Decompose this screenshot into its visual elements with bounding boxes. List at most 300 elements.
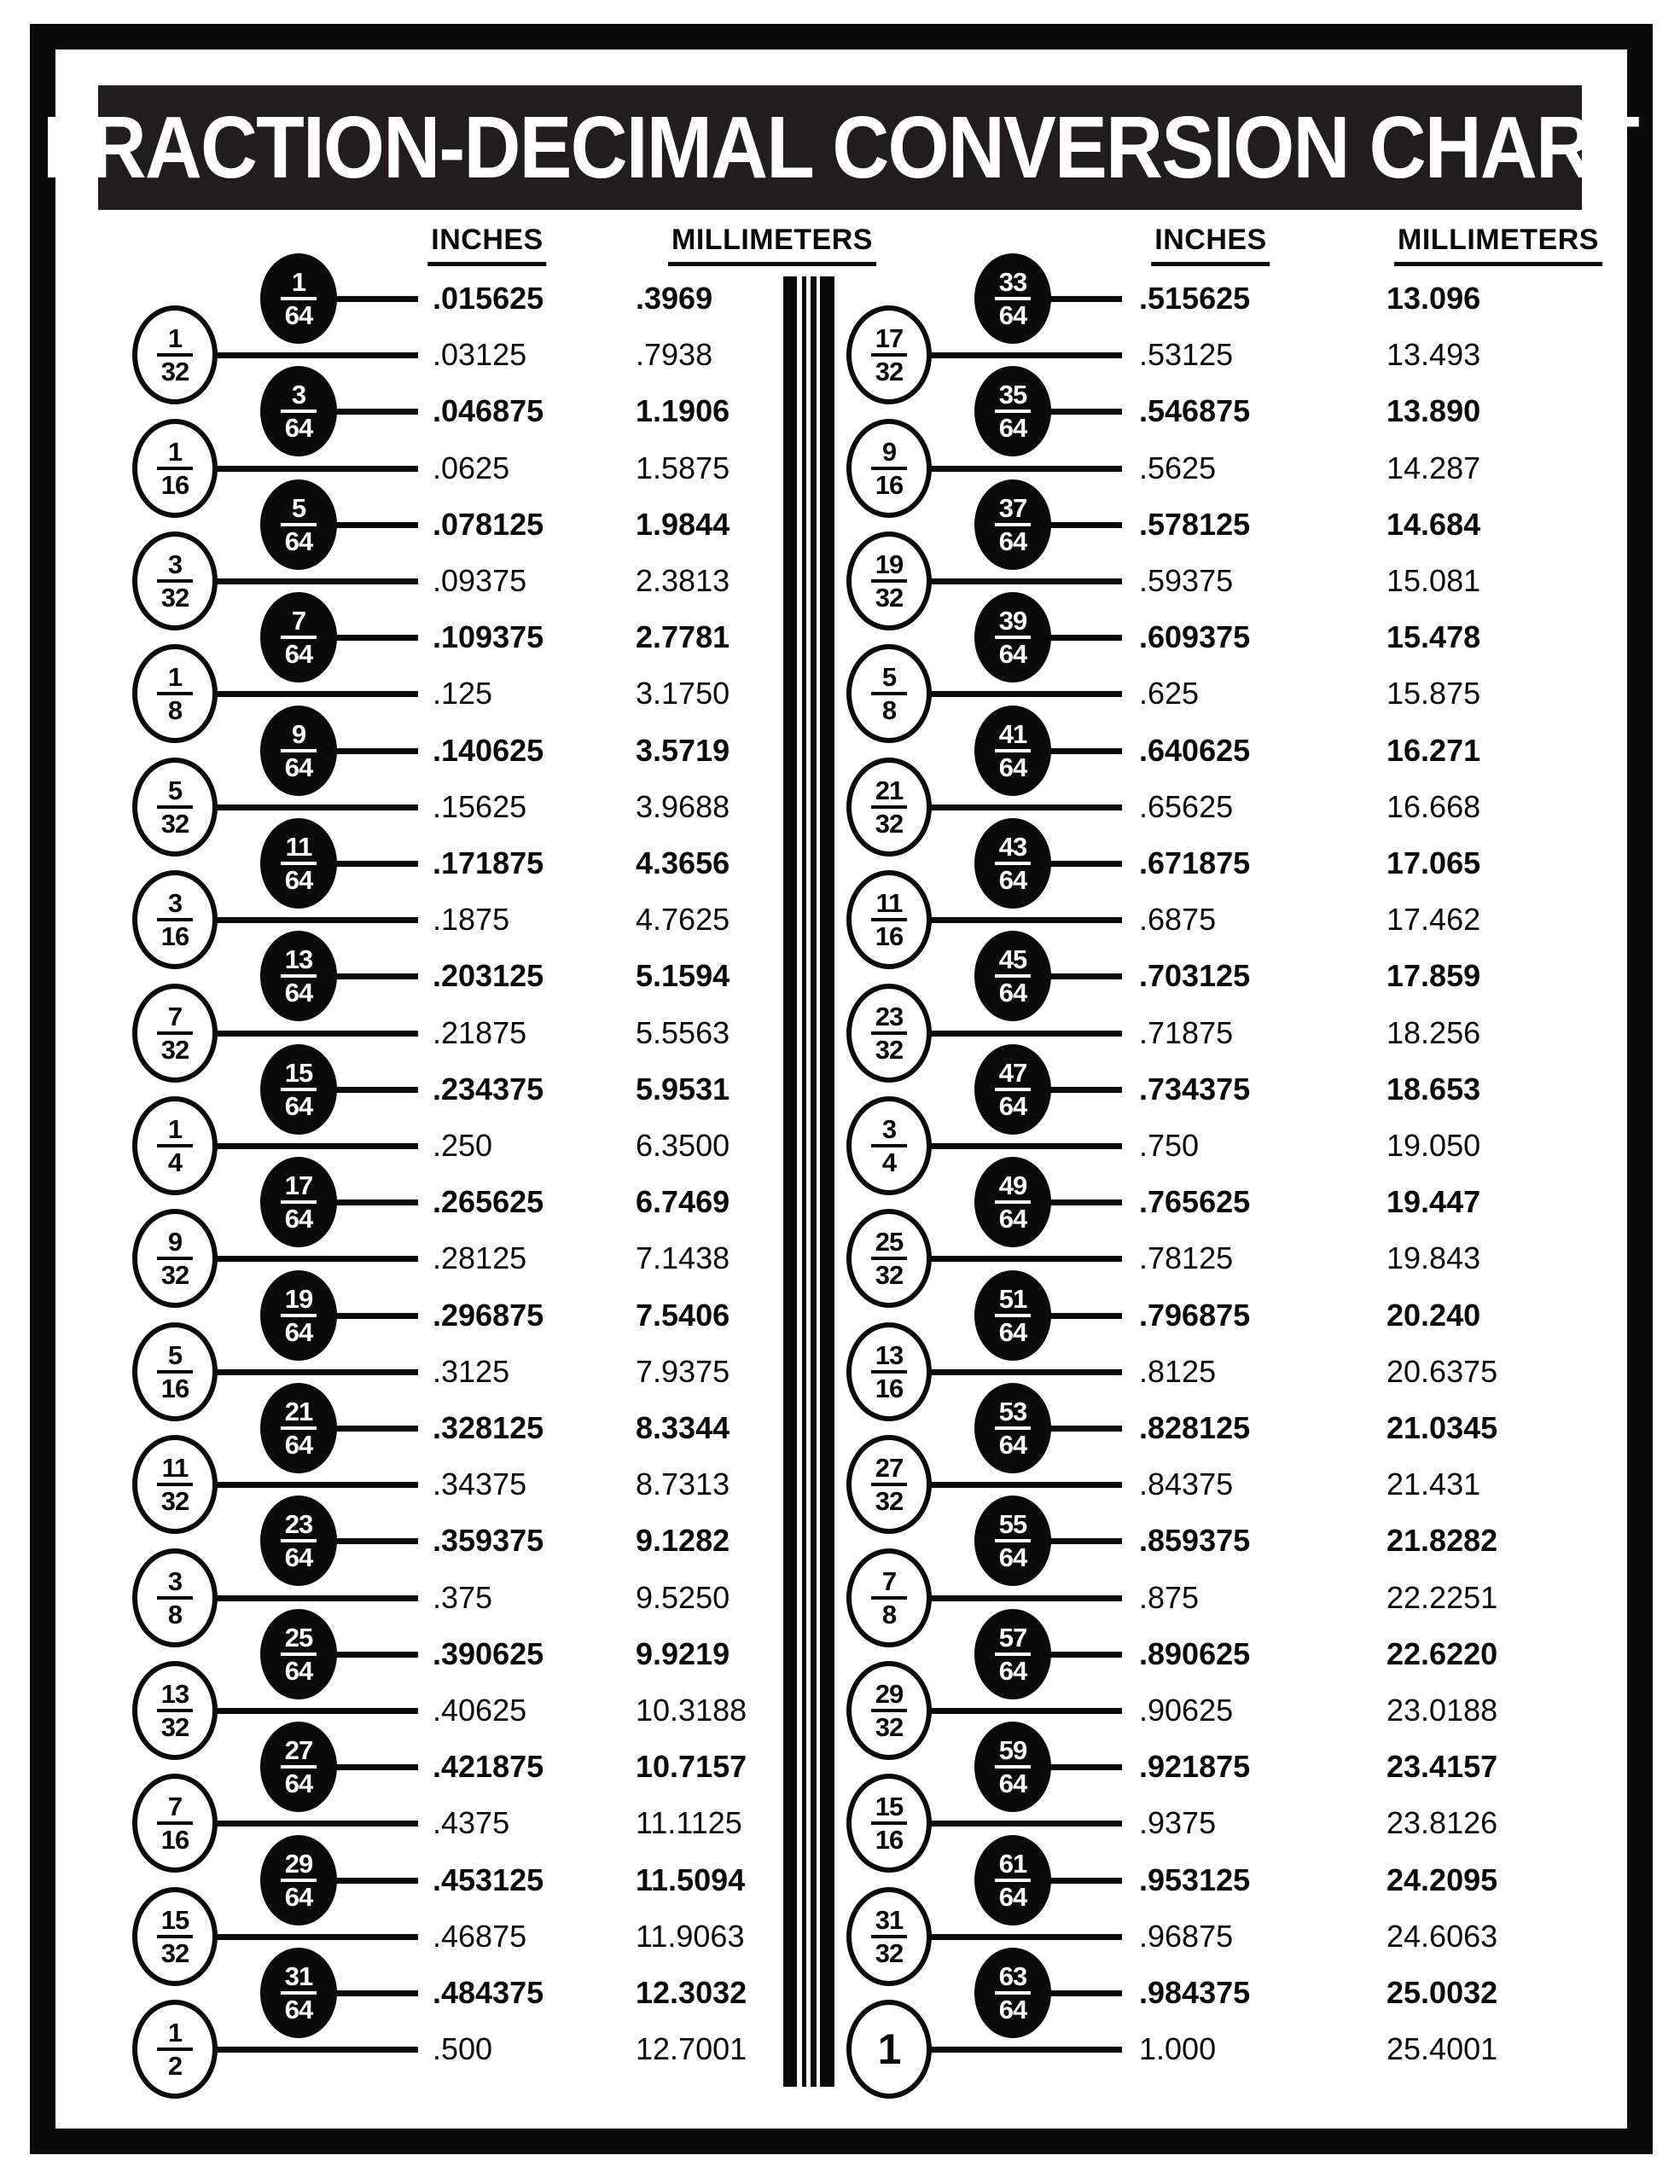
- fraction-numerator: 43: [998, 832, 1027, 862]
- fraction-numerator: 23: [875, 1001, 904, 1031]
- inches-value: .8125: [1139, 1353, 1217, 1389]
- fraction-numerator: 31: [284, 1961, 313, 1991]
- fraction-denominator: 64: [284, 1090, 313, 1121]
- millimeters-value: 11.9063: [636, 1918, 745, 1954]
- fraction-badge: [260, 931, 337, 1021]
- inches-value: .875: [1139, 1579, 1200, 1615]
- connector-line: [212, 1934, 418, 1940]
- fraction-denominator: 64: [998, 1881, 1027, 1912]
- millimeters-value: 4.7625: [636, 902, 730, 938]
- inches-value: .984375: [1139, 1975, 1251, 2010]
- inches-value: .09375: [433, 563, 527, 598]
- connector-line: [1046, 973, 1122, 979]
- millimeters-value: 15.478: [1386, 619, 1481, 655]
- fraction-numerator: 1: [167, 1114, 183, 1144]
- connector-line: [332, 1878, 418, 1884]
- inches-value: .265625: [433, 1184, 544, 1220]
- millimeters-value: 16.271: [1386, 732, 1481, 768]
- fraction-numerator: 3: [291, 380, 306, 410]
- left-millimeters-header: MILLIMETERS: [668, 224, 876, 266]
- millimeters-value: 7.1438: [636, 1240, 730, 1276]
- fraction-numerator: 41: [998, 718, 1027, 749]
- fraction-numerator: 33: [998, 267, 1027, 297]
- fraction-numerator: 55: [998, 1509, 1027, 1540]
- inches-value: .6875: [1139, 902, 1217, 938]
- inches-value: 1.000: [1139, 2031, 1217, 2067]
- fraction-bar: [281, 749, 317, 752]
- fraction-numerator: 5: [291, 492, 306, 523]
- millimeters-value: 1.1906: [636, 393, 730, 429]
- inches-value: .4375: [433, 1805, 510, 1841]
- inches-value: .484375: [433, 1975, 544, 2010]
- inches-value: .828125: [1139, 1410, 1251, 1445]
- fraction-denominator: 64: [284, 1655, 313, 1686]
- inches-value: .546875: [1139, 393, 1251, 429]
- connector-line: [332, 973, 418, 979]
- inches-value: .250: [433, 1128, 493, 1163]
- connector-line: [212, 2047, 418, 2053]
- fraction-denominator: 64: [998, 1995, 1027, 2024]
- fraction-bar: [995, 1879, 1031, 1882]
- fraction-denominator: 64: [998, 1090, 1027, 1121]
- fraction-denominator: 64: [998, 978, 1027, 1008]
- connector-line: [332, 1313, 418, 1319]
- inches-value: .59375: [1139, 563, 1234, 598]
- fraction-numerator: 21: [284, 1397, 313, 1426]
- millimeters-value: 13.493: [1386, 337, 1481, 373]
- connector-line: [1046, 1199, 1122, 1205]
- millimeters-value: 17.065: [1386, 845, 1481, 880]
- fraction-denominator: 64: [998, 300, 1027, 330]
- millimeters-value: 8.7313: [636, 1467, 730, 1502]
- fraction-numerator: 61: [998, 1848, 1027, 1879]
- fraction-denominator: 64: [284, 978, 313, 1008]
- fraction-numerator: 1: [167, 323, 183, 354]
- inches-value: .421875: [433, 1749, 544, 1785]
- fraction-numerator: 47: [998, 1057, 1027, 1088]
- connector-line: [927, 691, 1122, 697]
- connector-line: [332, 861, 418, 867]
- fraction-denominator: 32: [160, 357, 189, 387]
- fraction-denominator: 64: [284, 1204, 313, 1234]
- connector-line: [927, 1143, 1122, 1149]
- fraction-badge: [846, 1322, 932, 1421]
- connector-line: [927, 2047, 1122, 2053]
- millimeters-value: 17.859: [1386, 958, 1481, 994]
- inches-value: .953125: [1139, 1862, 1251, 1897]
- inches-value: .734375: [1139, 1071, 1251, 1107]
- millimeters-value: 23.0188: [1386, 1693, 1498, 1728]
- fraction-denominator: 64: [998, 1316, 1027, 1347]
- inches-value: .46875: [433, 1918, 527, 1954]
- fraction-badge: [260, 1383, 337, 1473]
- inches-value: .453125: [433, 1862, 544, 1897]
- connector-line: [1046, 1990, 1122, 1996]
- inches-value: .5625: [1139, 450, 1217, 485]
- millimeters-value: 3.1750: [636, 676, 730, 712]
- fraction-badge: [974, 1044, 1051, 1135]
- connector-line: [927, 917, 1122, 923]
- fraction-numerator: 5: [881, 662, 897, 693]
- fraction-badge: [260, 1609, 337, 1699]
- fraction-denominator: 32: [160, 1937, 189, 1968]
- fraction-denominator: 32: [160, 1260, 189, 1291]
- fraction-denominator: 8: [881, 1599, 897, 1629]
- inches-value: .359375: [433, 1523, 544, 1559]
- connector-line: [927, 578, 1122, 584]
- connector-line: [1046, 861, 1122, 867]
- millimeters-value: 6.7469: [636, 1184, 730, 1220]
- fraction-denominator: 8: [167, 1599, 183, 1629]
- fraction-denominator: 64: [284, 1995, 313, 2024]
- fraction-badge: [132, 1661, 218, 1760]
- fraction-denominator: 64: [998, 1769, 1027, 1799]
- fraction-denominator: 4: [881, 1147, 897, 1177]
- fraction-badge: [846, 305, 932, 404]
- inches-value: .21875: [433, 1014, 527, 1050]
- fraction-bar: [871, 1031, 907, 1035]
- fraction-badge: [260, 366, 337, 456]
- inches-value: .90625: [1139, 1693, 1234, 1728]
- fraction-numerator: 27: [875, 1453, 904, 1484]
- fraction-numerator: 3: [167, 888, 183, 919]
- inches-value: .578125: [1139, 506, 1251, 542]
- connector-line: [212, 1369, 418, 1375]
- fraction-badge: [974, 479, 1051, 570]
- millimeters-value: 8.3344: [636, 1410, 730, 1445]
- fraction-numerator: 1: [167, 436, 183, 467]
- fraction-denominator: 32: [160, 808, 189, 839]
- fraction-denominator: 64: [284, 413, 313, 444]
- right-inches-header: INCHES: [1151, 224, 1270, 266]
- millimeters-value: 22.6220: [1386, 1635, 1498, 1671]
- connector-line: [1046, 409, 1122, 415]
- connector-line: [212, 1821, 418, 1827]
- fraction-numerator: 59: [998, 1735, 1027, 1766]
- connector-line: [927, 804, 1122, 810]
- fraction-denominator: 32: [160, 583, 189, 613]
- millimeters-value: 2.3813: [636, 563, 730, 598]
- fraction-numerator: 27: [284, 1735, 313, 1766]
- fraction-numerator: 31: [875, 1904, 904, 1935]
- millimeters-value: 5.1594: [636, 958, 730, 994]
- millimeters-value: 20.6375: [1386, 1353, 1498, 1389]
- millimeters-value: 21.8282: [1386, 1523, 1498, 1559]
- fraction-numerator: 51: [998, 1283, 1027, 1314]
- fraction-denominator: 64: [284, 639, 313, 670]
- fraction-badge: [974, 366, 1051, 456]
- connector-line: [212, 466, 418, 472]
- fraction-denominator: 64: [284, 1430, 313, 1460]
- connector-line: [332, 1087, 418, 1093]
- fraction-badge: [132, 531, 218, 630]
- fraction-badge: [132, 1096, 218, 1195]
- fraction-badge: [132, 1209, 218, 1308]
- connector-line: [1046, 296, 1122, 302]
- fraction-denominator: 64: [284, 1542, 313, 1573]
- fraction-numerator: 15: [160, 1904, 189, 1935]
- millimeters-value: 25.4001: [1386, 2031, 1498, 2067]
- fraction-badge: [132, 1548, 218, 1647]
- fraction-denominator: 2: [167, 2051, 183, 2082]
- inches-value: .28125: [433, 1240, 527, 1276]
- fraction-badge: [846, 1435, 932, 1534]
- millimeters-value: 11.1125: [636, 1805, 742, 1841]
- connector-line: [332, 409, 418, 415]
- connector-line: [212, 1708, 418, 1714]
- fraction-numerator: 9: [881, 436, 897, 467]
- fraction-numerator: 1: [167, 2018, 183, 2048]
- fraction-denominator: 16: [160, 469, 189, 500]
- fraction-badge: [846, 1096, 932, 1195]
- connector-line: [927, 466, 1122, 472]
- fraction-numerator: 19: [284, 1283, 313, 1314]
- inches-value: .046875: [433, 393, 544, 429]
- fraction-badge: [132, 305, 218, 404]
- fraction-denominator: 64: [998, 1655, 1027, 1686]
- fraction-numerator: 39: [998, 606, 1027, 636]
- inches-value: .71875: [1139, 1014, 1234, 1050]
- left-inches-header: INCHES: [427, 224, 546, 266]
- inches-value: .328125: [433, 1410, 544, 1445]
- millimeters-value: 21.431: [1386, 1467, 1481, 1502]
- fraction-badge: [132, 758, 218, 857]
- fraction-denominator: 32: [160, 1486, 189, 1517]
- millimeters-value: 3.5719: [636, 732, 730, 768]
- millimeters-value: 7.9375: [636, 1353, 730, 1389]
- inches-value: .859375: [1139, 1523, 1251, 1559]
- fraction-badge: [846, 531, 932, 630]
- fraction-numerator: 25: [284, 1622, 313, 1653]
- fraction-badge: [846, 1548, 932, 1647]
- fraction-badge: [974, 1948, 1051, 2038]
- divider-bar-outer-left: [783, 276, 797, 2087]
- fraction-numerator: 45: [998, 944, 1027, 975]
- fraction-denominator: 32: [875, 1260, 904, 1291]
- connector-line: [1046, 1313, 1122, 1319]
- fraction-denominator: 64: [998, 526, 1027, 556]
- fraction-badge: [846, 1774, 932, 1873]
- fraction-denominator: 8: [167, 695, 183, 726]
- fraction-denominator: 64: [998, 752, 1027, 782]
- connector-line: [927, 1934, 1122, 1940]
- inches-value: .921875: [1139, 1749, 1251, 1785]
- fraction-numerator: 1: [877, 2025, 901, 2074]
- fraction-numerator: 17: [875, 323, 904, 354]
- inches-value: .609375: [1139, 619, 1251, 655]
- inches-value: .34375: [433, 1467, 527, 1502]
- fraction-denominator: 32: [875, 1034, 904, 1065]
- connector-line: [332, 1764, 418, 1770]
- fraction-badge: [260, 1496, 337, 1586]
- fraction-badge: [846, 644, 932, 743]
- fraction-badge: [974, 1383, 1051, 1473]
- fraction-badge: [132, 870, 218, 969]
- connector-line: [212, 352, 418, 358]
- fraction-badge: [974, 931, 1051, 1021]
- fraction-numerator: 7: [291, 606, 306, 636]
- fraction-numerator: 11: [161, 1453, 189, 1484]
- inches-value: .375: [433, 1579, 493, 1615]
- fraction-badge: [846, 984, 932, 1083]
- millimeters-value: .3969: [636, 281, 713, 316]
- connector-line: [927, 1708, 1122, 1714]
- millimeters-value: 1.5875: [636, 450, 730, 485]
- connector-line: [212, 578, 418, 584]
- fraction-badge: [974, 818, 1051, 909]
- connector-line: [1046, 1652, 1122, 1658]
- fraction-badge: [846, 1887, 932, 1986]
- fraction-numerator: 57: [998, 1622, 1027, 1653]
- millimeters-value: 10.7157: [636, 1749, 747, 1785]
- fraction-badge: [974, 1157, 1051, 1247]
- connector-line: [1046, 522, 1122, 528]
- millimeters-value: 9.5250: [636, 1579, 730, 1615]
- fraction-numerator: 13: [284, 944, 313, 975]
- fraction-numerator: 9: [291, 718, 306, 749]
- fraction-bar: [995, 749, 1031, 752]
- connector-line: [332, 522, 418, 528]
- fraction-numerator: 3: [881, 1114, 897, 1144]
- fraction-badge: [132, 1322, 218, 1421]
- millimeters-value: 15.081: [1386, 563, 1481, 598]
- fraction-denominator: 64: [998, 1542, 1027, 1573]
- inches-value: .15625: [433, 788, 527, 824]
- connector-line: [927, 352, 1122, 358]
- millimeters-value: 1.9844: [636, 506, 730, 542]
- fraction-numerator: 23: [284, 1509, 313, 1540]
- fraction-badge: [132, 1435, 218, 1534]
- connector-line: [1046, 1087, 1122, 1093]
- fraction-denominator: 16: [160, 1373, 189, 1403]
- connector-line: [927, 1821, 1122, 1827]
- fraction-numerator: 29: [284, 1848, 313, 1879]
- connector-line: [212, 1256, 418, 1262]
- connector-line: [212, 804, 418, 810]
- millimeters-value: 21.0345: [1386, 1410, 1498, 1445]
- fraction-denominator: 64: [998, 865, 1027, 895]
- fraction-badge: [260, 1270, 337, 1361]
- fraction-bar: [157, 1596, 193, 1600]
- millimeters-value: 17.462: [1386, 902, 1481, 938]
- inches-value: .171875: [433, 845, 544, 880]
- connector-line: [1046, 748, 1122, 754]
- millimeters-value: 4.3656: [636, 845, 730, 880]
- millimeters-value: 18.653: [1386, 1071, 1481, 1107]
- inches-value: .640625: [1139, 732, 1251, 768]
- fraction-badge: [974, 1609, 1051, 1699]
- inches-value: .140625: [433, 732, 544, 768]
- inches-value: .65625: [1139, 788, 1234, 824]
- fraction-bar: [157, 1031, 193, 1035]
- fraction-denominator: 32: [875, 583, 904, 613]
- fraction-denominator: 16: [875, 469, 904, 500]
- fraction-numerator: 1: [167, 662, 183, 693]
- millimeters-value: 20.240: [1386, 1297, 1481, 1333]
- inches-value: .703125: [1139, 958, 1251, 994]
- fraction-badge: [260, 253, 337, 344]
- title-banner: [42, 85, 1638, 210]
- fraction-numerator: 1: [291, 267, 306, 297]
- fraction-bar: [995, 1314, 1031, 1317]
- fraction-badge: [260, 1835, 337, 1926]
- connector-line: [1046, 1878, 1122, 1884]
- millimeters-value: 19.843: [1386, 1240, 1481, 1276]
- connector-line: [927, 1482, 1122, 1488]
- fraction-denominator: 16: [875, 1825, 904, 1856]
- fraction-badge: [260, 479, 337, 570]
- connector-line: [212, 1595, 418, 1601]
- fraction-badge: [974, 1270, 1051, 1361]
- millimeters-value: 9.9219: [636, 1635, 730, 1671]
- fraction-numerator: 49: [998, 1170, 1027, 1201]
- connector-line: [212, 691, 418, 697]
- fraction-badge: [974, 592, 1051, 682]
- fraction-badge: [846, 758, 932, 857]
- fraction-numerator: 29: [875, 1679, 904, 1709]
- divider-bar-inner-right: [811, 276, 817, 2087]
- millimeters-value: 13.890: [1386, 393, 1481, 429]
- millimeters-value: 19.447: [1386, 1184, 1481, 1220]
- fraction-badge: [846, 870, 932, 969]
- millimeters-value: 14.287: [1386, 450, 1481, 485]
- fraction-numerator: 9: [167, 1227, 183, 1258]
- fraction-denominator: 64: [998, 413, 1027, 444]
- inches-value: .765625: [1139, 1184, 1251, 1220]
- divider-bar-outer-right: [820, 276, 834, 2087]
- fraction-denominator: 8: [881, 695, 897, 726]
- fraction-denominator: 32: [875, 1486, 904, 1517]
- connector-line: [927, 1031, 1122, 1037]
- page-title: FRACTION-DECIMAL CONVERSION CHART: [42, 98, 1638, 196]
- fraction-badge: [974, 1496, 1051, 1586]
- millimeters-value: 5.9531: [636, 1071, 730, 1107]
- millimeters-value: .7938: [636, 337, 713, 373]
- millimeters-value: 2.7781: [636, 619, 730, 655]
- millimeters-value: 24.2095: [1386, 1862, 1498, 1897]
- connector-line: [212, 1482, 418, 1488]
- fraction-badge: [260, 1722, 337, 1812]
- millimeters-value: 5.5563: [636, 1014, 730, 1050]
- inches-value: .625: [1139, 676, 1200, 712]
- fraction-numerator: 7: [881, 1565, 897, 1596]
- fraction-numerator: 11: [875, 888, 903, 919]
- millimeters-value: 23.8126: [1386, 1805, 1498, 1841]
- connector-line: [1046, 635, 1122, 641]
- fraction-badge: [260, 706, 337, 796]
- millimeters-value: 6.3500: [636, 1128, 730, 1163]
- fraction-denominator: 64: [284, 526, 313, 556]
- fraction-badge: [974, 706, 1051, 796]
- fraction-denominator: 64: [284, 1316, 313, 1347]
- fraction-denominator: 16: [160, 921, 189, 952]
- fraction-denominator: 32: [875, 1937, 904, 1968]
- inches-value: .53125: [1139, 337, 1234, 373]
- fraction-badge: [260, 1948, 337, 2038]
- inches-value: .671875: [1139, 845, 1251, 880]
- millimeters-value: 23.4157: [1386, 1749, 1498, 1785]
- fraction-badge: [132, 644, 218, 743]
- fraction-denominator: 64: [998, 1430, 1027, 1460]
- connector-line: [332, 1990, 418, 1996]
- millimeters-value: 18.256: [1386, 1014, 1481, 1050]
- connector-line: [332, 1538, 418, 1544]
- fraction-badge: [846, 1209, 932, 1308]
- fraction-numerator: 3: [167, 1565, 183, 1596]
- fraction-badge: [132, 984, 218, 1083]
- fraction-denominator: 16: [875, 921, 904, 952]
- fraction-numerator: 7: [167, 1792, 183, 1822]
